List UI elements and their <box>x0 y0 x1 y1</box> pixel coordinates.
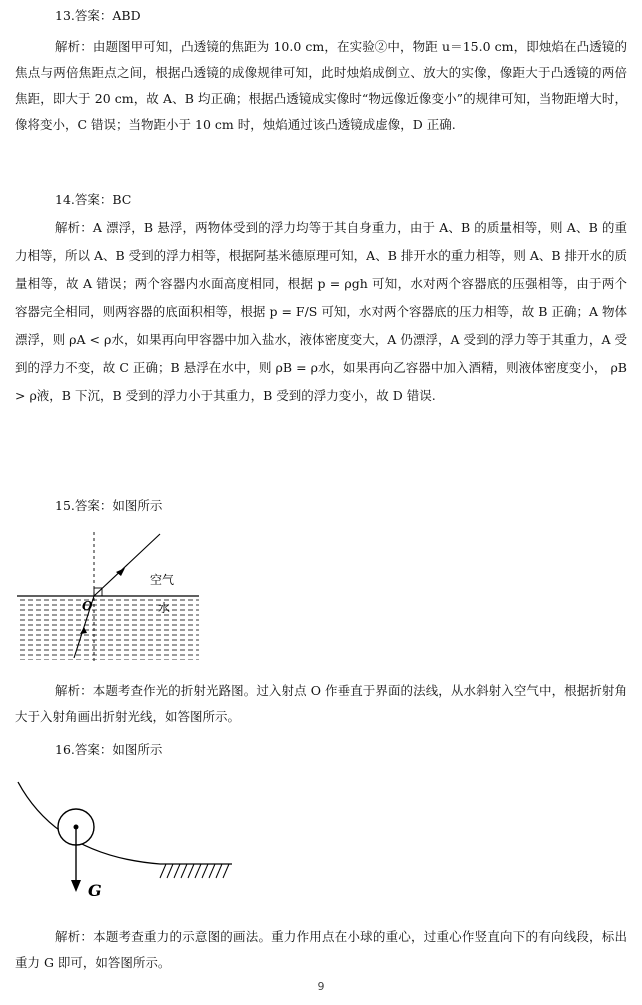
air-label: 空气 <box>150 573 175 587</box>
q16-title: 16.答案：如图所示 <box>55 742 163 757</box>
gravity-diagram <box>10 770 250 905</box>
q15-analysis: 解析：本题考查作光的折射光路图。过入射点 O 作垂直于界面的法线，从水斜射入空气中，根据折射角大于入射角画出折射光线，如答图所示。 <box>15 683 627 724</box>
q13-analysis: 解析：由题图甲可知，凸透镜的焦距为 10.0 cm，在实验②中，物距 u＝15.0 cm，即烛焰在凸透镜的焦点与两倍焦距点之间，根据凸透镜的成像规律可知，此时烛焰成倒立、放大的实像，像距大于凸透镜的两倍焦距，即大于 20 cm，故 A、B 均正确；根据凸透镜成实像时“物远像近像变小”的规律可知，当物距增大时，像将变小，C 错误；当物距小于 10 cm 时，烛焰通过该凸透镜成虚像，D 正确. <box>15 39 627 132</box>
gravity-label: G <box>88 881 102 900</box>
refraction-diagram <box>12 528 202 663</box>
q14-analysis: 解析：A 漂浮，B 悬浮，两物体受到的浮力均等于其自身重力，由于 A、B 的质量相等，则 A、B 的重力相等，所以 A、B 受到的浮力相等，根据阿基米德原理可知，A、B 排开水的重力相等，则 A、B 排开水的质量相等，故 A 错误；两个容器内水面高度相同，根据 p = ρgh 可知，水对两个容器底的压强相等，由于两个容器完全相同，则两容器的底面积相等，根据 p = F/S 可知，水对两个容器底的压力相等，故 B 正确；A 物体漂浮，则 ρA < ρ水，如果再向甲容器中加入盐水，液体密度变大，A 仍漂浮，A 受到的浮力等于其重力，A 受到的浮力不变，故 C 正确；B 悬浮在水中，则 ρB = ρ水，如果再向乙容器中加入酒精，则液体密度变小， ρB > ρ液，B 下沉，B 受到的浮力小于其重力，B 受到的浮力变小，故 D 错误. <box>15 220 628 403</box>
page-number: 9 <box>317 980 325 993</box>
water-label: 水 <box>158 601 171 615</box>
q15-title: 15.答案：如图所示 <box>55 498 163 513</box>
gravity-arrow-head <box>71 880 81 892</box>
q13-title: 13.答案：ABD <box>55 8 141 23</box>
point-o-label: O <box>82 599 93 613</box>
water-region <box>17 598 199 660</box>
q16-analysis: 解析：本题考查重力的示意图的画法。重力作用点在小球的重心，过重心作竖直向下的有向线段，标出重力 G 即可，如答图所示。 <box>15 929 627 970</box>
q14-title: 14.答案：BC <box>55 192 132 207</box>
ground-hatching <box>160 864 229 878</box>
